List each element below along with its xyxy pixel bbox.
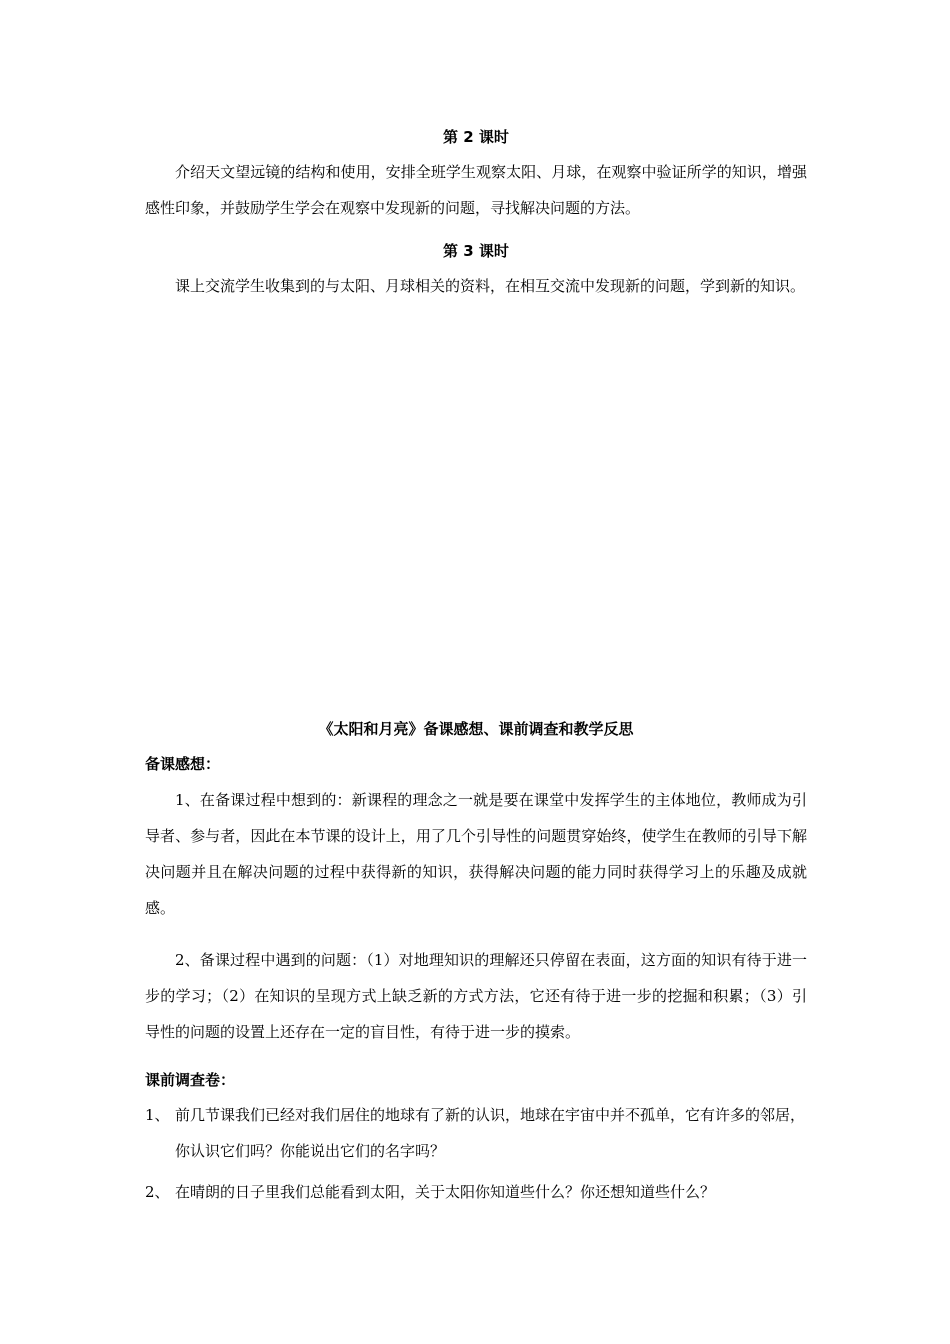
reflection-title: 《太阳和月亮》备课感想、课前调查和教学反思 xyxy=(318,720,634,738)
question-number: 1、 xyxy=(145,1106,170,1124)
question-number: 2、 xyxy=(145,1183,170,1201)
survey-question xyxy=(145,1097,807,1169)
question-text: 在晴朗的日子里我们总能看到太阳，关于太阳你知道些什么？你还想知道些什么？ xyxy=(175,1183,716,1201)
lesson3-heading: 第 3 课时 xyxy=(443,242,509,260)
section-heading-survey: 课前调查卷： xyxy=(145,1071,236,1089)
section-heading-preparation: 备课感想： xyxy=(145,755,221,773)
survey-question xyxy=(145,1174,807,1210)
question-text: 前几节课我们已经对我们居住的地球有了新的认识，地球在宇宙中并不孤单，它有许多的邻居，你认识它们吗？你能说出它们的名字吗？ xyxy=(175,1106,806,1160)
preparation-paragraph-2: 2、备课过程中遇到的问题：（1）对地理知识的理解还只停留在表面，这方面的知识有待于进一步的学习；（2）在知识的呈现方式上缺乏新的方式方法，它还有待于进一步的挖掘和积累；（3）引导性的问题的设置上还存在一定的盲目性，有待于进一步的摸索。 xyxy=(145,951,807,1041)
lesson2-text: 介绍天文望远镜的结构和使用，安排全班学生观察太阳、月球，在观察中验证所学的知识，增强感性印象，并鼓励学生学会在观察中发现新的问题，寻找解决问题的方法。 xyxy=(145,163,807,217)
lesson2-heading: 第 2 课时 xyxy=(443,128,509,146)
preparation-paragraph-1: 1、在备课过程中想到的：新课程的理念之一就是要在课堂中发挥学生的主体地位，教师成为引导者、参与者，因此在本节课的设计上，用了几个引导性的问题贯穿始终，使学生在教师的引导下解决问题并且在解决问题的过程中获得新的知识，获得解决问题的能力同时获得学习上的乐趣及成就感。 xyxy=(145,791,807,917)
lesson3-text: 课上交流学生收集到的与太阳、月球相关的资料，在相互交流中发现新的问题，学到新的知识。 xyxy=(175,277,806,295)
